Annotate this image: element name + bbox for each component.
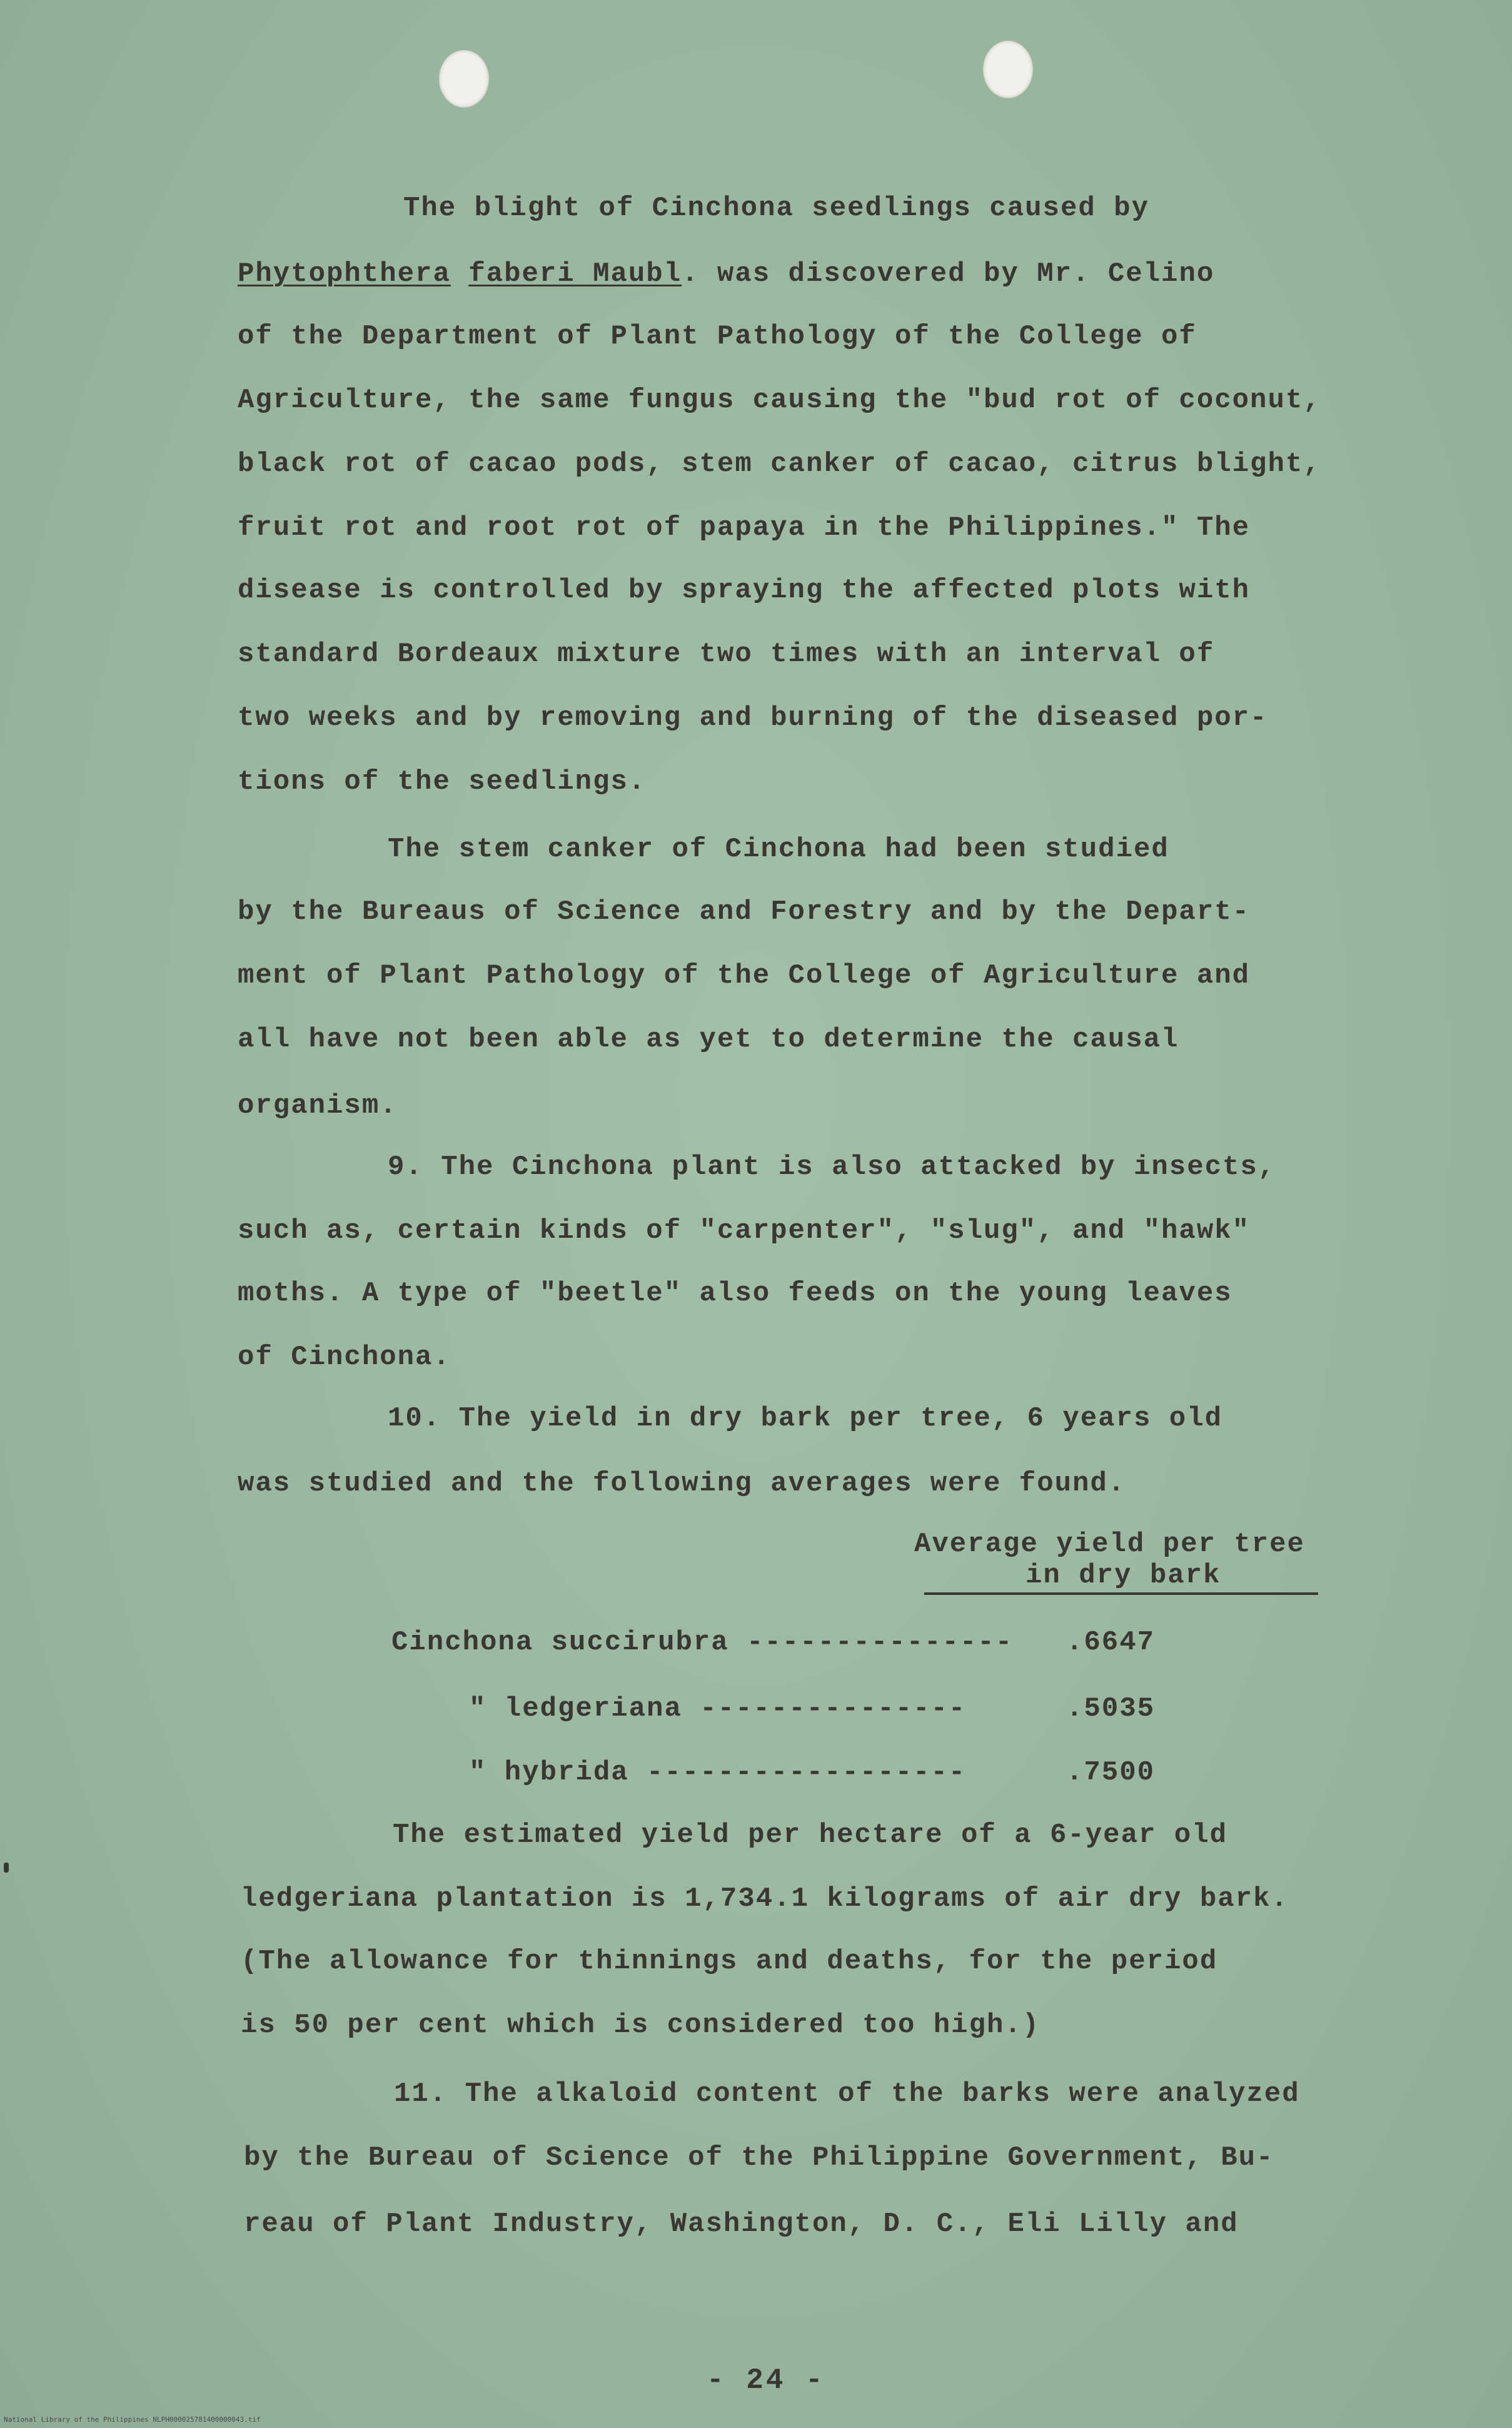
paragraph-3-line-3: moths. A type of "beetle" also feeds on the young leaves bbox=[238, 1278, 1232, 1309]
paragraph-6-line-3: reau of Plant Industry, Washington, D. C., Eli Lilly and bbox=[244, 2208, 1239, 2240]
punch-hole-left bbox=[439, 50, 489, 108]
paragraph-2-line-3: ment of Plant Pathology of the College of Agriculture and bbox=[238, 960, 1251, 991]
table-row-value: .6647 bbox=[1066, 1627, 1156, 1658]
paragraph-6-line-2: by the Bureau of Science of the Philippine Government, Bu- bbox=[244, 2142, 1274, 2173]
table-row-name: " hybrida ------------------ bbox=[469, 1757, 967, 1788]
paragraph-1-line-8: standard Bordeaux mixture two times with an interval of bbox=[238, 639, 1215, 670]
paragraph-5-line-3: (The allowance for thinnings and deaths, for the period bbox=[241, 1946, 1218, 1977]
table-row-value: .7500 bbox=[1066, 1757, 1156, 1788]
genus-name: Phytophthera bbox=[238, 258, 451, 290]
paragraph-1-line-2 bbox=[238, 256, 1214, 291]
footer-credit: National Library of the Philippines NLPH000025781400000043.tif bbox=[4, 2415, 261, 2424]
page-number: - 24 - bbox=[707, 2364, 825, 2397]
table-row-name: Cinchona succirubra --------------- bbox=[391, 1627, 1014, 1658]
paragraph-2-line-5: organism. bbox=[238, 1090, 398, 1121]
edge-mark bbox=[4, 1863, 9, 1873]
paragraph-2-line-2: by the Bureaus of Science and Forestry and by the Depart- bbox=[238, 896, 1251, 928]
paragraph-2-line-1: The stem canker of Cinchona had been studied bbox=[388, 834, 1169, 865]
paragraph-5-line-1: The estimated yield per hectare of a 6-year old bbox=[393, 1819, 1228, 1851]
paragraph-1-line-5: black rot of cacao pods, stem canker of cacao, citrus blight, bbox=[238, 448, 1321, 480]
table-header-underline bbox=[924, 1592, 1318, 1595]
paragraph-1-line-9: two weeks and by removing and burning of the diseased por- bbox=[238, 702, 1268, 734]
paragraph-3-line-1: 9. The Cinchona plant is also attacked by insects, bbox=[388, 1151, 1276, 1183]
table-header-line-1: Average yield per tree bbox=[914, 1529, 1305, 1560]
paragraph-5-line-2: ledgeriana plantation is 1,734.1 kilograms of air dry bark. bbox=[241, 1883, 1289, 1915]
paragraph-1-line-7: disease is controlled by spraying the affected plots with bbox=[238, 575, 1251, 606]
paragraph-1-line-2-rest: . was discovered by Mr. Celino bbox=[682, 258, 1215, 290]
punch-hole-right bbox=[983, 41, 1033, 98]
table-header-line-2: in dry bark bbox=[1026, 1560, 1221, 1591]
paragraph-4-line-2: was studied and the following averages were found. bbox=[238, 1468, 1126, 1499]
table-row-value: .5035 bbox=[1066, 1693, 1156, 1724]
paragraph-5-line-4: is 50 per cent which is considered too high.) bbox=[241, 2010, 1041, 2041]
paragraph-6-line-1: 11. The alkaloid content of the barks were analyzed bbox=[394, 2078, 1300, 2110]
species-name: faberi Maubl bbox=[468, 258, 682, 290]
paragraph-1-line-6: fruit rot and root rot of papaya in the Philippines." The bbox=[238, 512, 1251, 544]
paragraph-4-line-1: 10. The yield in dry bark per tree, 6 years old bbox=[388, 1403, 1223, 1434]
paragraph-1-line-4: Agriculture, the same fungus causing the "bud rot of coconut, bbox=[238, 385, 1321, 416]
paragraph-1-line-3: of the Department of Plant Pathology of the College of bbox=[238, 321, 1197, 352]
paragraph-3-line-4: of Cinchona. bbox=[238, 1342, 451, 1373]
paragraph-2-line-4: all have not been able as yet to determine the causal bbox=[238, 1024, 1179, 1055]
paragraph-3-line-2: such as, certain kinds of "carpenter", "slug", and "hawk" bbox=[238, 1215, 1251, 1247]
table-row-name: " ledgeriana --------------- bbox=[469, 1693, 967, 1724]
paragraph-1-line-10: tions of the seedlings. bbox=[238, 766, 647, 797]
paragraph-1-line-1: The blight of Cinchona seedlings caused by bbox=[403, 193, 1149, 224]
